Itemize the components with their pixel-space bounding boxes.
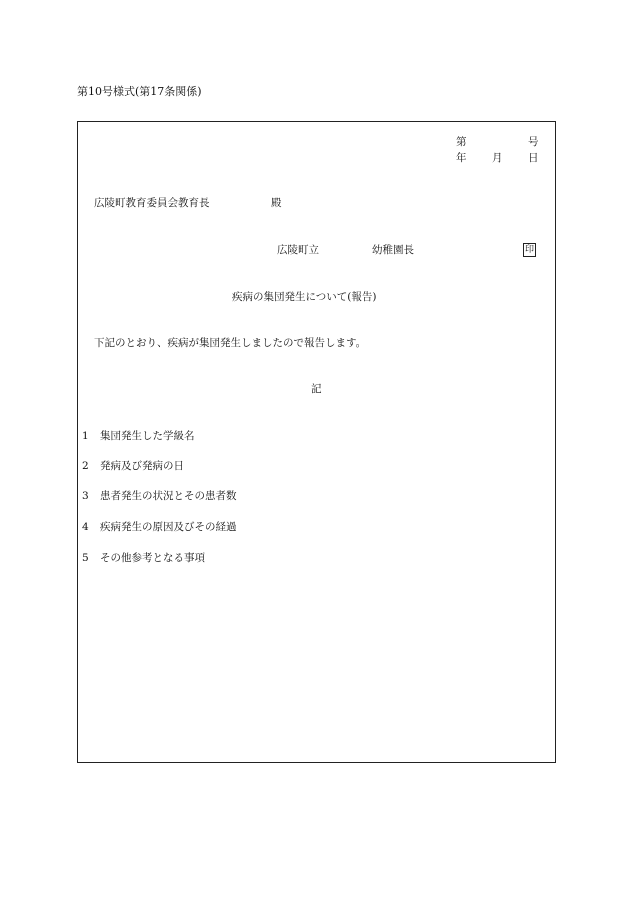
item-text: 発病及び発病の日: [100, 460, 184, 472]
item-text: 集団発生した学級名: [100, 430, 195, 442]
item-text: その他参考となる事項: [100, 552, 205, 564]
sender-title: 幼稚園長: [372, 244, 414, 256]
seal-mark: [523, 243, 536, 257]
date-year-label: 年: [456, 152, 467, 164]
document-title: 疾病の集団発生について(報告): [232, 291, 377, 303]
addressee-name: 広陵町教育委員会教育長: [94, 197, 210, 209]
number-dai-label: 第: [456, 136, 467, 148]
number-go-label: 号: [528, 136, 539, 148]
body-text: 下記のとおり、疾病が集団発生しましたので報告します。: [94, 337, 367, 349]
form-frame: [77, 121, 556, 763]
item-number: 5: [82, 552, 89, 564]
addressee-honorific: 殿: [271, 197, 282, 209]
item-number: 4: [82, 521, 89, 533]
list-item: [82, 522, 237, 533]
ki-heading: 記: [311, 383, 322, 395]
date-month-label: 月: [492, 152, 503, 164]
date-day-label: 日: [528, 152, 539, 164]
seal-icon: 印: [524, 245, 534, 255]
form-label: 第10号様式(第17条関係): [77, 85, 202, 98]
sender-prefix: 広陵町立: [277, 244, 319, 256]
list-item: [82, 553, 205, 564]
list-item: [82, 491, 237, 502]
item-number: 3: [82, 490, 89, 502]
item-number: 2: [82, 460, 89, 472]
list-item: [82, 461, 184, 472]
item-text: 患者発生の状況とその患者数: [100, 490, 237, 502]
item-text: 疾病発生の原因及びその経過: [100, 521, 237, 533]
item-number: 1: [82, 430, 89, 442]
list-item: [82, 431, 195, 442]
